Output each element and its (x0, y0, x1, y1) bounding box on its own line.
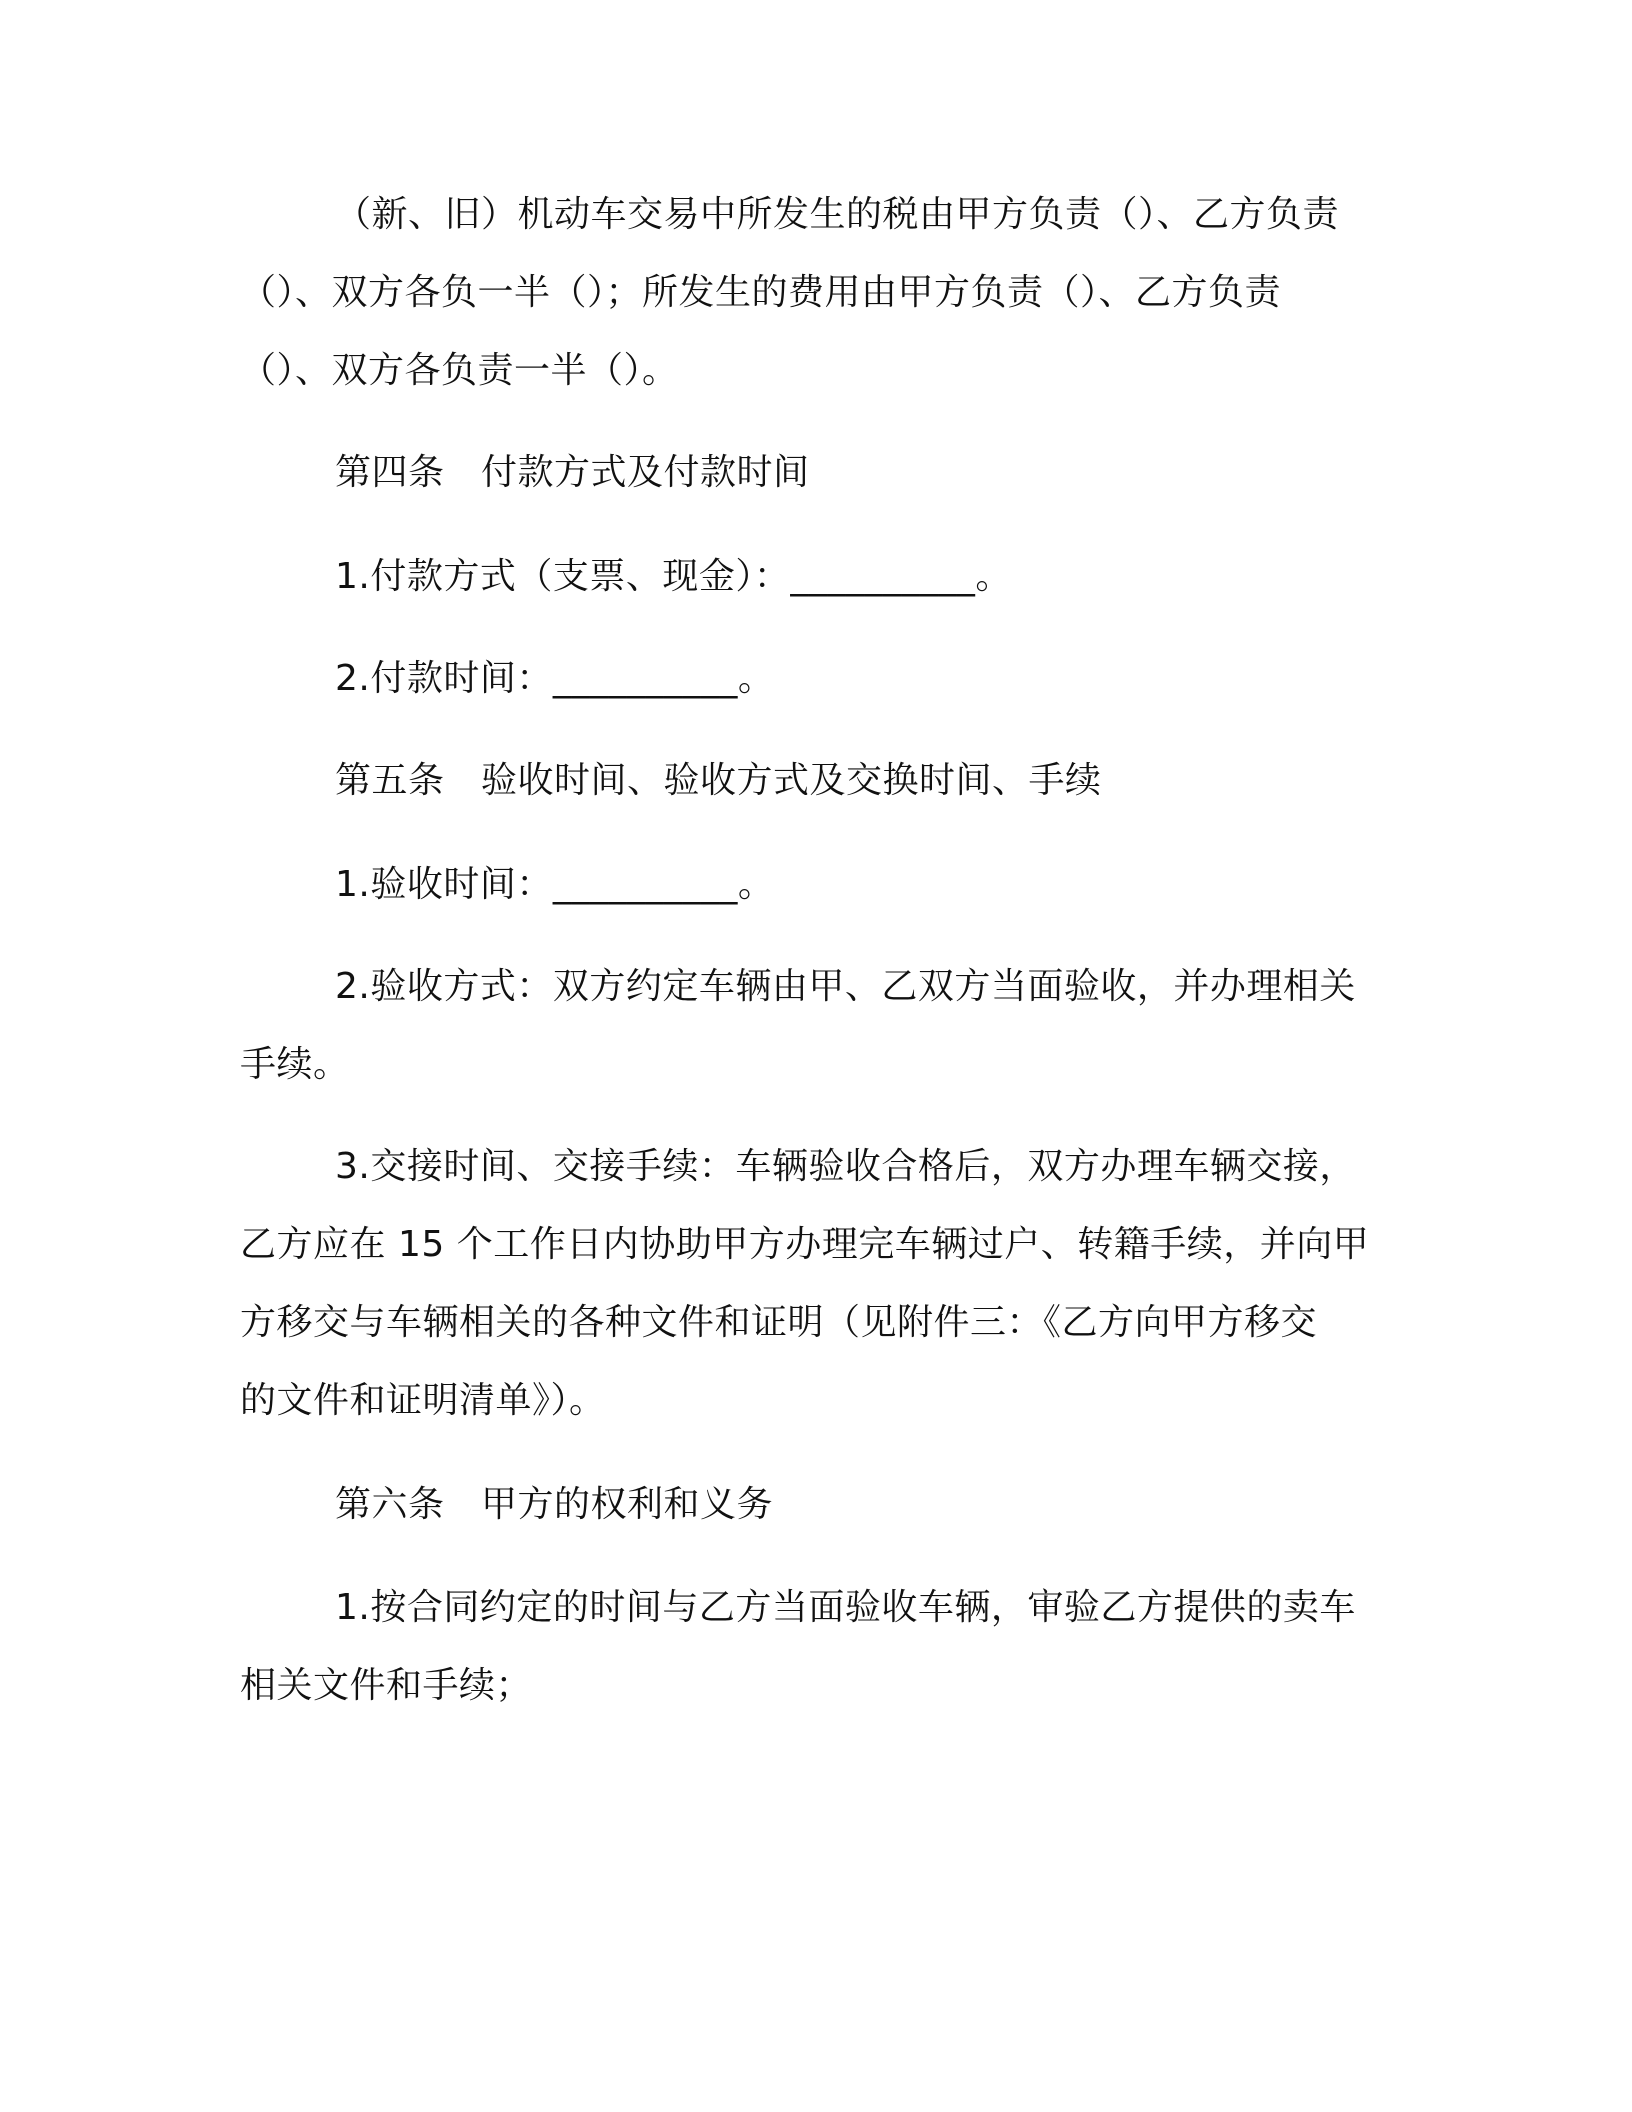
party-a-duty-line-2: 相关文件和手续； (240, 1665, 533, 1706)
payment-time-line: 2.付款时间：__________。 (335, 658, 775, 699)
party-a-duty-line-1: 1.按合同约定的时间与乙方当面验收车辆，审验乙方提供的卖车 (335, 1587, 1356, 1628)
paragraph-tax-line-1: （新、旧）机动车交易中所发生的税由甲方负责（）、乙方负责 (335, 194, 1340, 235)
handover-line-3: 方移交与车辆相关的各种文件和证明（见附件三：《乙方向甲方移交 (240, 1302, 1318, 1343)
inspection-method-line-2: 手续。 (240, 1044, 350, 1085)
handover-line-1: 3.交接时间、交接手续：车辆验收合格后，双方办理车辆交接， (335, 1146, 1356, 1187)
handover-line-2: 乙方应在 15 个工作日内协助甲方办理完车辆过户、转籍手续，并向甲 (240, 1224, 1370, 1265)
paragraph-tax-line-2: （）、双方各负一半（）；所发生的费用由甲方负责（）、乙方负责 (240, 272, 1282, 313)
article-6-heading: 第六条 甲方的权利和义务 (335, 1484, 774, 1525)
inspection-method-line-1: 2.验收方式：双方约定车辆由甲、乙双方当面验收，并办理相关 (335, 966, 1356, 1007)
payment-method-line: 1.付款方式（支票、现金）：__________。 (335, 556, 1012, 597)
article-5-heading: 第五条 验收时间、验收方式及交换时间、手续 (335, 760, 1102, 801)
inspection-time-line: 1.验收时间：__________。 (335, 864, 775, 905)
paragraph-tax-line-3: （）、双方各负责一半（）。 (240, 350, 679, 391)
article-4-heading: 第四条 付款方式及付款时间 (335, 452, 810, 493)
handover-line-4: 的文件和证明清单》）。 (240, 1380, 606, 1421)
